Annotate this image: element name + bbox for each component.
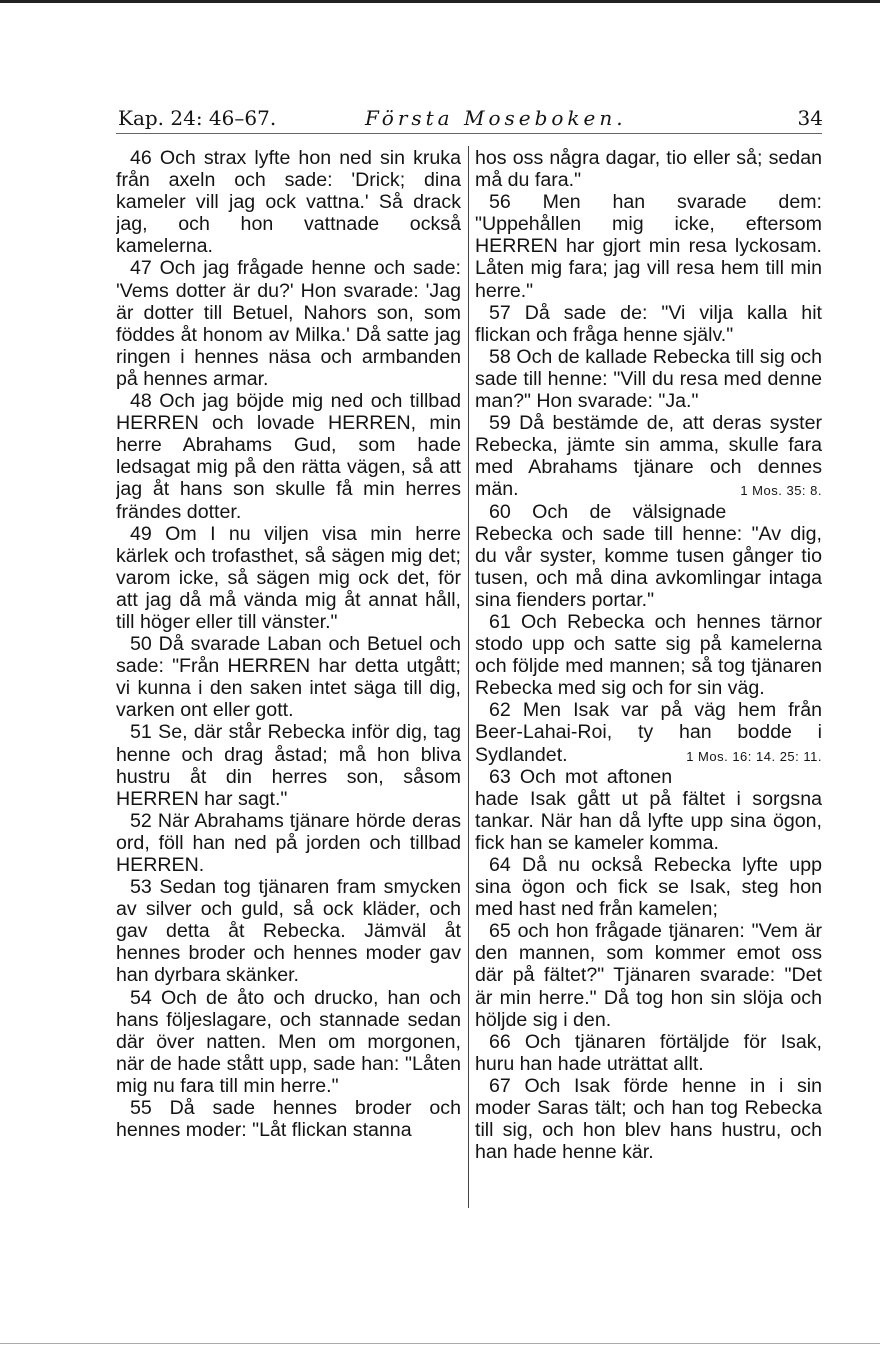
cross-reference: 1 Mos. 35: 8. (740, 483, 822, 499)
verse-paragraph (475, 1075, 822, 1163)
verse-text: 53 Sedan tog tjänaren fram smycken av silver och guld, så ock kläder, och gav detta åt Rebecka. Jämväl åt hennes broder och hennes moder gav han dyrbara skänker. (116, 876, 461, 987)
verse-paragraph (475, 766, 822, 854)
verse-paragraph (116, 810, 461, 876)
verse-paragraph (475, 191, 822, 301)
column-divider (468, 146, 469, 1208)
verse-text: hos oss några dagar, tio eller så; sedan må du fara." (475, 147, 822, 192)
verse-paragraph (475, 1031, 822, 1075)
verse-text: 60 Och de välsignade Rebecka och sade till henne: "Av dig, du vår syster, komme tusen gånger tio tusen, och må dina avkomlingar intaga sina fienders portar." (475, 500, 822, 611)
verse-paragraph (475, 346, 822, 412)
top-edge-rule (0, 0, 880, 3)
verse-text: 47 Och jag frågade henne och sade: 'Vems dotter är du?' Hon svarade: 'Jag är dotter till Betuel, Nahors son, som föddes åt honom av Milka.' Då satte jag ringen i hennes näsa och armbanden på hennes armar. (116, 257, 461, 390)
left-column (116, 147, 461, 1207)
verse-paragraph (475, 147, 822, 191)
verse-text: 61 Och Rebecka och hennes tärnor stodo upp och satte sig på kamelerna och följde med mannen; så tog tjänaren Rebecka med sig och for sin väg. (475, 610, 822, 700)
book-title: Första Moseboken. (365, 106, 627, 130)
bottom-edge-rule (0, 1343, 880, 1344)
verse-text: 62 Men Isak var på väg hem från Beer-Lahai-Roi, ty han bodde i Sydlandet. (475, 699, 822, 766)
verse-text: 64 Då nu också Rebecka lyfte upp sina ögon och fick se Isak, steg hon med hast ned från kamelen; (475, 854, 822, 921)
header-rule (116, 133, 822, 134)
verse-paragraph (116, 390, 461, 523)
verse-text: 55 Då sade hennes broder och hennes moder: "Låt flickan stanna (116, 1097, 461, 1142)
verse-paragraph (116, 876, 461, 986)
verse-text: 46 Och strax lyfte hon ned sin kruka från axeln och sade: 'Drick; dina kameler vill jag ock vattna.' Så drack jag, och hon vattnade också kamelerna. (116, 147, 461, 258)
verse-paragraph (116, 523, 461, 633)
verse-text: 57 Då sade de: "Vi vilja kalla hit flickan och fråga henne själv." (475, 301, 822, 346)
verse-text: 65 och hon frågade tjänaren: "Vem är den mannen, som kommer emot oss där på fältet?" Tjänaren svarade: "Det är min herre." Då tog hon sin slöja och höljde sig i den. (475, 920, 822, 1031)
verse-text: 51 Se, där står Rebecka inför dig, tag henne och drag åstad; må hon bliva hustru åt din herres son, såsom HERREN har sagt." (116, 721, 461, 810)
verse-paragraph (116, 987, 461, 1097)
right-column (475, 147, 822, 1207)
verse-paragraph (116, 257, 461, 390)
verse-paragraph (475, 611, 822, 699)
verse-text: 49 Om I nu viljen visa min herre kärlek och trofasthet, så sägen mig det; varom icke, så sägen mig ock det, för att jag då må vända mig åt annat håll, till höger eller till vänster." (116, 522, 461, 633)
verse-text: 48 Och jag böjde mig ned och tillbad HERREN och lovade HERREN, min herre Abrahams Gud, som hade ledsagat mig på den rätta vägen, så att jag åt hans son skulle få min herres frändes dotter. (116, 390, 461, 523)
verse-text: 59 Då bestämde de, att deras syster Rebecka, jämte sin amma, skulle fara med Abrahams tjänare och dennes män. (475, 412, 822, 501)
verse-text: 50 Då svarade Laban och Betuel och sade: "Från HERREN har detta utgått; vi kunna i den saken intet säga till dig, varken ont eller gott. (116, 633, 461, 722)
verse-text: 58 Och de kallade Rebecka till sig och sade till henne: "Vill du resa med denne man?" Hon svarade: "Ja." (475, 345, 822, 413)
cross-reference: 1 Mos. 16: 14. 25: 11. (686, 748, 822, 764)
chapter-reference: Kap. 24: 46–67. (118, 106, 277, 130)
verse-text: 54 Och de åto och drucko, han och hans följeslagare, och stannade sedan där över natten. Men om morgonen, när de hade stått upp, sade han: "Låten mig nu fara till min herre." (116, 986, 461, 1097)
verse-text: 67 Och Isak förde henne in i sin moder Saras tält; och han tog Rebecka till sig, och hon blev hans hustru, och han hade henne kär. (475, 1074, 822, 1164)
verse-text: 63 Och mot aftonen hade Isak gått ut på fältet i sorgsna tankar. När han då lyfte upp sina ögon, fick han se kameler komma. (475, 765, 822, 854)
verse-paragraph (116, 147, 461, 257)
verse-paragraph (475, 854, 822, 920)
verse-paragraph (475, 501, 822, 611)
verse-paragraph (475, 699, 822, 765)
verse-paragraph (475, 920, 822, 1030)
verse-text: 66 Och tjänaren förtäljde för Isak, huru han hade uträttat allt. (475, 1030, 822, 1075)
verse-paragraph (475, 302, 822, 346)
verse-text: 52 När Abrahams tjänare hörde deras ord, föll han ned på jorden och tillbad HERREN. (116, 809, 461, 876)
verse-paragraph (475, 412, 822, 500)
verse-paragraph (116, 1097, 461, 1141)
verse-paragraph (116, 633, 461, 721)
page-number: 34 (797, 106, 823, 130)
running-header (118, 100, 823, 132)
verse-paragraph (116, 721, 461, 809)
verse-text: 56 Men han svarade dem: "Uppehållen mig icke, eftersom HERREN har gjort min resa lyckosam. Låten mig fara; jag vill resa hem till min herre." (475, 191, 822, 302)
